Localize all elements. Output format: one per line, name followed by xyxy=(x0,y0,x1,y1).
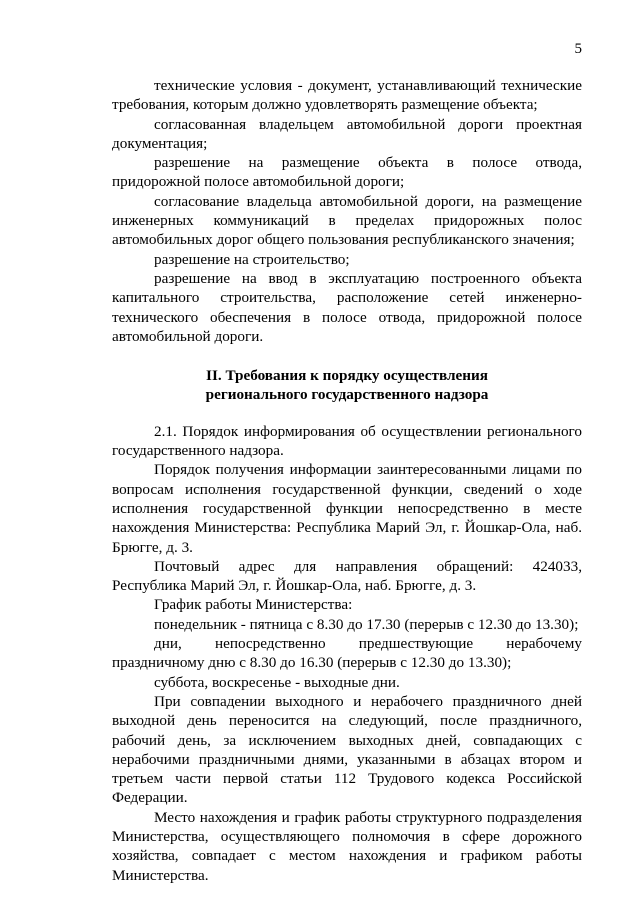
section-heading-line: II. Требования к порядку осуществления xyxy=(206,367,488,385)
list-item: технические условия - документ, устанавливающий технические требования, которым должно удовлетворять размещение объекта; xyxy=(112,77,582,114)
list-item: согласование владельца автомобильной дороги, на размещение инженерных коммуникаций в пределах придорожных полос автомобильных дорог общего пользования республиканского значения; xyxy=(112,192,582,249)
paragraph: Порядок получения информации заинтересованными лицами по вопросам исполнения государственной функции, сведений о ходе исполнения государственной функции непосредственно в месте нахождения Министерства: Республика Марий Эл, г. Йошкар-Ола, наб. Брюгге, д. 3. xyxy=(112,461,582,556)
paragraph: дни, непосредственно предшествующие нерабочему праздничному дню с 8.30 до 16.30 (перерыв с 12.30 до 13.30); xyxy=(112,635,582,672)
page-number: 5 xyxy=(574,41,582,57)
list-item: разрешение на ввод в эксплуатацию построенного объекта капитального строительства, расположение сетей инженерно-технического обеспечения в полосе отвода, придорожной полосе автомобильной дороги. xyxy=(112,269,582,345)
paragraph: Место нахождения и график работы структурного подразделения Министерства, осуществляющего полномочия в сфере дорожного хозяйства, совпадает с местом нахождения и графиком работы Министерства. xyxy=(112,808,582,884)
paragraph: Почтовый адрес для направления обращений: 424033, Республика Марий Эл, г. Йошкар-Ола, наб. Брюгге, д. 3. xyxy=(112,557,582,595)
list-item: согласованная владельцем автомобильной дороги проектная документация; xyxy=(112,115,582,152)
paragraph: суббота, воскресенье - выходные дни. xyxy=(154,673,400,691)
paragraph: График работы Министерства: xyxy=(154,596,353,614)
section-heading-line: регионального государственного надзора xyxy=(205,386,489,404)
section-heading xyxy=(112,366,582,405)
list-item: разрешение на строительство; xyxy=(154,250,350,268)
list-item: разрешение на размещение объекта в полосе отвода, придорожной полосе автомобильной дороги; xyxy=(112,154,582,191)
paragraph: понедельник - пятница с 8.30 до 17.30 (перерыв с 12.30 до 13.30); xyxy=(154,615,579,633)
paragraph: 2.1. Порядок информирования об осуществлении регионального государственного надзора. xyxy=(112,422,582,460)
document-body xyxy=(112,76,582,885)
paragraph: При совпадении выходного и нерабочего праздничного дней выходной день переносится на следующий, после праздничного, рабочий день, за исключением выходных дней, совпадающих с нерабочими праздничными днями, указанными в абзацах втором и третьем части первой статьи 112 Трудового кодекса Российской Федерации. xyxy=(112,692,582,807)
